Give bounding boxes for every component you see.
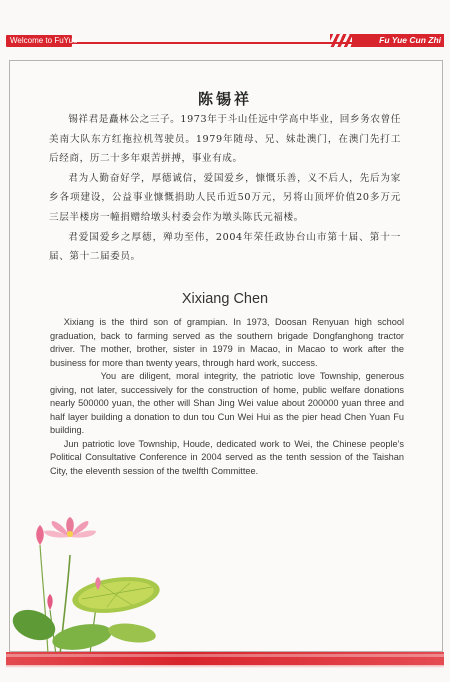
chinese-paragraph: 锡祥君是矗林公之三子。1973年于斗山任远中学高中毕业，回乡务农曾任美南大队东方红拖拉机驾驶员。1979年随母、兄、妹赴澳门，在澳门先打工后经商，历二十多年艰苦拼搏，事业有成。 <box>49 114 401 165</box>
footer-shadow <box>6 665 444 668</box>
welcome-label: Welcome to FuYue <box>10 36 78 45</box>
chinese-body <box>49 110 401 267</box>
header-bar <box>0 33 450 47</box>
chinese-paragraph: 君爱国爱乡之厚德，殚功至伟，2004年荣任政协台山市第十届、第十一届、第十二届委员。 <box>49 231 401 263</box>
chinese-title: 陈锡祥 <box>197 90 252 108</box>
welcome-tag <box>6 35 78 47</box>
section-tag <box>352 34 444 47</box>
english-title: Xixiang Chen <box>181 291 269 307</box>
footer-shine <box>6 654 444 657</box>
section-label: Fu Yue Cun Zhi <box>379 35 441 45</box>
english-paragraph: You are diligent, moral integrity, the patriotic love Township, generous giving, not later, successively for the construction of home, public welfare donations nearly 500000 yuan, the other will Shan Jing Wei value about 200000 yuan three and half layer building a donation to dun tou Cun Wei Hui as the pier head Chen Yuan Fu building. <box>50 371 404 435</box>
lotus-flower-icon <box>12 515 172 655</box>
english-paragraph: Jun patriotic love Township, Houde, dedicated work to Wei, the Chinese people's Political Consultative Conference in 2004 served as the tenth session of the Taishan City, the eleventh session of the twelfth Committee. <box>50 438 404 476</box>
footer-bar <box>6 652 444 665</box>
english-body <box>50 316 404 478</box>
english-paragraph: Xixiang is the third son of grampian. In 1973, Doosan Renyuan high school graduation, back to farming served as the southern brigade Dongfanghong tractor driver. The mother, brother, sister in 1979 in Macao, in Macao to work after the business for more than twenty years, through hard work, success. <box>50 317 404 368</box>
stripe-decoration <box>330 34 352 47</box>
chinese-paragraph: 君为人勤奋好学，厚德诚信，爱国爱乡，慷慨乐善，义不后人，先后为家乡各项建设，公益事业慷慨捐助人民币近50万元，另将山顶坪价值20多万元三层半楼房一幢捐赠给墩头村委会作为墩头陈氏元福楼。 <box>49 172 401 223</box>
